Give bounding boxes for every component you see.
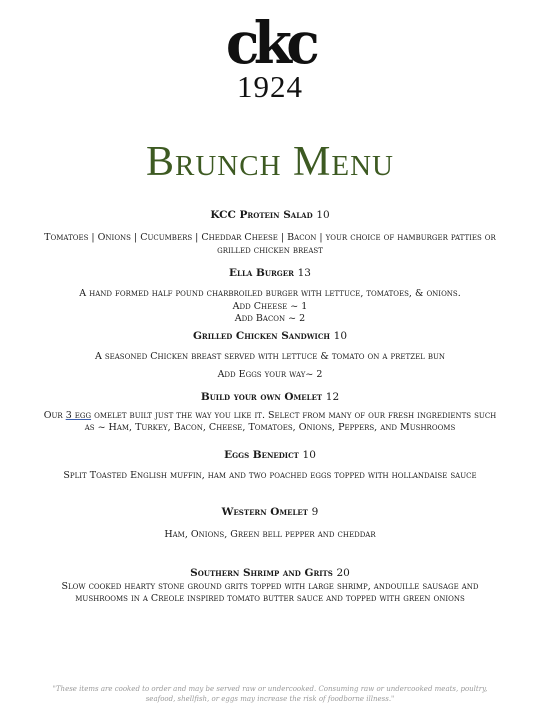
- item-description: Slow cooked hearty stone ground grits topped with large shrimp, andouille sausage and mushrooms in a Creole inspired tomato butter sauce and topped with green onions: [61, 580, 479, 604]
- item-name: Build your own Omelet: [200, 390, 323, 403]
- menu-list: [40, 208, 500, 606]
- item-description: Tomatoes | Onions | Cucumbers | Cheddar Cheese | Bacon | your choice of hamburger patties or grilled chicken breast: [44, 232, 496, 256]
- item-heading: [40, 329, 500, 343]
- desc-prefix: Our: [43, 409, 66, 421]
- item-description: Split Toasted English muffin, ham and two poached eggs topped with hollandaise sauce: [63, 469, 477, 481]
- item-heading: [40, 566, 500, 580]
- item-heading: [40, 266, 500, 280]
- item-name: KCC Protein Salad: [210, 209, 313, 221]
- item-description: A seasoned Chicken breast served with lettuce & tomato on a pretzel bun: [94, 350, 446, 362]
- restaurant-logo: [0, 9, 540, 104]
- logo-year: 1924: [237, 69, 303, 104]
- menu-item-ella-burger: [40, 266, 500, 326]
- item-price: 10: [316, 209, 330, 221]
- item-addon: Add Eggs your way~ 2: [217, 369, 323, 380]
- menu-title: Brunch Menu: [146, 139, 394, 185]
- item-heading: [40, 448, 500, 462]
- menu-item-build-your-own-omelet: [40, 390, 500, 435]
- item-name: Ella Burger: [229, 267, 294, 279]
- item-heading: [40, 390, 500, 404]
- food-safety-disclaimer: "These items are cooked to order and may be served raw or undercooked. Consuming raw or undercooked meats, poultry, seafood, shellfish, or eggs may increase the risk of foodborne illness.": [52, 685, 488, 703]
- item-addon: Add Cheese ~ 1: [232, 300, 308, 312]
- item-addon: Add Bacon ~ 2: [234, 313, 306, 324]
- item-price: 13: [297, 267, 311, 279]
- desc-underlined-term: 3 egg: [65, 409, 92, 421]
- item-name: Eggs Benedict: [224, 448, 299, 461]
- menu-item-western-omelet: [40, 505, 500, 542]
- menu-item-southern-shrimp-and-grits: [40, 566, 500, 606]
- item-price: 9: [311, 506, 319, 518]
- item-price: 12: [325, 390, 340, 403]
- item-name: Grilled Chicken Sandwich: [192, 329, 331, 342]
- item-description: [40, 410, 500, 435]
- item-description: A hand formed half pound charbroiled burger with lettuce, tomatoes, & onions.: [79, 288, 461, 299]
- item-name: Southern Shrimp and Grits: [190, 566, 333, 579]
- item-price: 10: [333, 329, 348, 342]
- menu-item-eggs-benedict: [40, 448, 500, 483]
- item-price: 20: [336, 566, 350, 579]
- item-heading: [40, 505, 500, 519]
- item-name: Western Omelet: [221, 506, 308, 518]
- menu-item-grilled-chicken-sandwich: [40, 329, 500, 382]
- desc-suffix: omelet built just the way you like it. Select from many of our fresh ingredients such as ~ Ham, Turkey, Bacon, Cheese, Tomatoes, Onions, Peppers, and Mushrooms: [84, 409, 497, 433]
- item-price: 10: [302, 448, 316, 461]
- logo-monogram: ckc: [225, 9, 315, 77]
- item-heading: [40, 208, 500, 222]
- item-description: Ham, Onions, Green bell pepper and cheddar: [164, 529, 376, 540]
- menu-item-protein-salad: [40, 208, 500, 257]
